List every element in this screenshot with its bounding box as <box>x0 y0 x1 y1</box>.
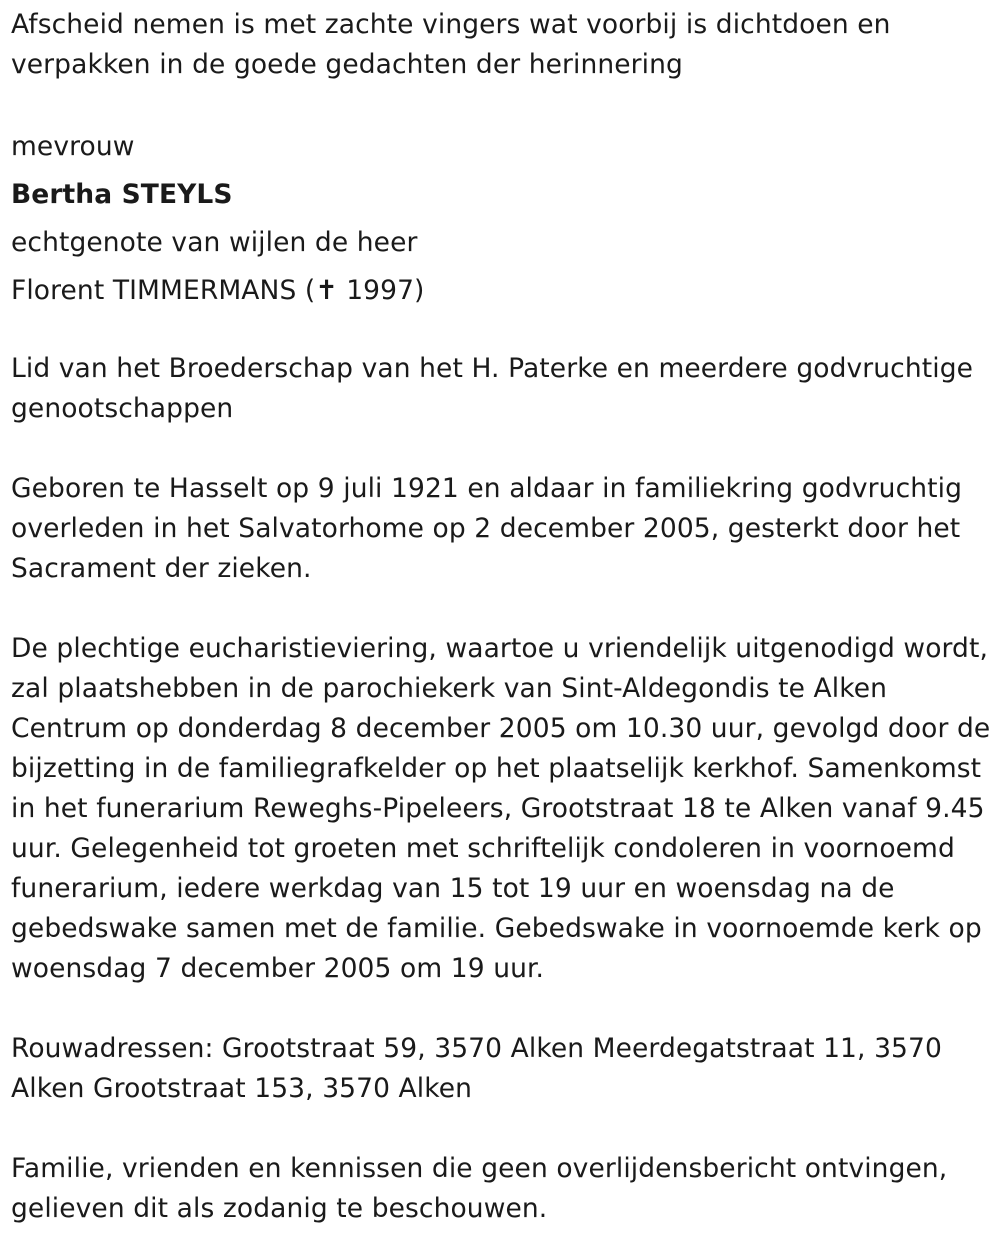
deceased-block <box>11 123 991 315</box>
opening-quote: Afscheid nemen is met zachte vingers wat voorbij is dichtdoen en verpakken in de goede gedachten der herinnering <box>11 9 891 80</box>
closing-note: Familie, vrienden en kennissen die geen overlijdensbericht ontvingen, gelieven dit als zodanig te beschouwen. <box>11 1153 948 1224</box>
spacer <box>11 989 991 1029</box>
spacer <box>11 315 991 349</box>
spacer <box>11 589 991 629</box>
spacer <box>11 1109 991 1149</box>
spouse-line <box>11 267 991 315</box>
mourning-addresses: Rouwadressen: Grootstraat 59, 3570 Alken Meerdegatstraat 11, 3570 Alken Grootstraat 153, 3570 Alken <box>11 1033 942 1104</box>
cross-icon: ✝ <box>315 275 338 306</box>
obituary-document <box>11 5 991 1229</box>
spouse-name: Florent TIMMERMANS ( <box>11 275 316 306</box>
spacer <box>11 429 991 469</box>
deceased-relation: echtgenote van wijlen de heer <box>11 227 418 258</box>
ceremony-text: De plechtige eucharistieviering, waartoe u vriendelijk uitgenodigd wordt, zal plaatshebben in de parochiekerk van Sint-Aldegondis te Alken Centrum op donderdag 8 december 2005 om 10.30 uur, gevolgd door de bijzetting in de familiegrafkelder op het plaatselijk kerkhof. Samenkomst in het funerarium Reweghs-Pipeleers, Grootstraat 18 te Alken vanaf 9.45 uur. Gelegenheid tot groeten met schriftelijk condoleren in voornoemd funerarium, iedere werkdag van 15 tot 19 uur en woensdag na de gebedswake samen met de familie. Gebedswake in voornoemde kerk op woensdag 7 december 2005 om 19 uur. <box>11 633 991 984</box>
spacer <box>11 85 991 125</box>
birth-death-text: Geboren te Hasselt op 9 juli 1921 en aldaar in familiekring godvruchtig overleden in het Salvatorhome op 2 december 2005, gesterkt door het Sacrament der zieken. <box>11 473 963 584</box>
membership-text: Lid van het Broederschap van het H. Paterke en meerdere godvruchtige genootschappen <box>11 353 974 424</box>
deceased-name: Bertha STEYLS <box>11 179 233 210</box>
spouse-death-year: 1997) <box>346 275 425 306</box>
deceased-title: mevrouw <box>11 131 135 162</box>
